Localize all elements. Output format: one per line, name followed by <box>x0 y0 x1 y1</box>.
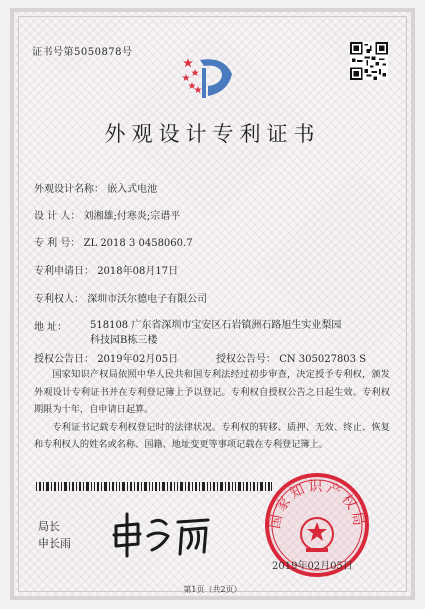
patent-number-value: ZL 2018 3 0458060.7 <box>83 238 193 249</box>
address-label: 地 址： <box>34 322 68 333</box>
grant-date-row <box>34 350 178 365</box>
designer-label: 设 计 人： <box>34 211 81 222</box>
qr-code-icon <box>350 42 388 80</box>
page-number: 第1页（共2页） <box>183 585 242 594</box>
address-line-1: 518108 广东省深圳市宝安区石岩镇洲石路旭生实业梨园 <box>90 320 342 331</box>
grant-date-label: 授权公告日： <box>34 354 94 365</box>
patentee-value: 深圳市沃尔德电子有限公司 <box>87 294 208 305</box>
patent-number-row <box>34 234 193 249</box>
signature-icon <box>108 508 218 562</box>
grant-date-value: 2019年02月05日 <box>97 354 179 365</box>
filing-date-label: 专利申请日： <box>34 266 94 277</box>
address-line-2: 科技园B栋三楼 <box>90 335 158 346</box>
document-title: 外观设计专利证书 <box>104 122 321 146</box>
design-name-row <box>34 180 157 195</box>
designer-value: 刘湘雄;付寒炎;宗谱平 <box>83 211 181 222</box>
barcode-icon <box>36 482 272 491</box>
notice-paragraph-2: 专利证书记载专利权登记时的法律状况。专利权的转移、质押、无效、终止、恢复和专利权人的姓名或名称、国籍、地址变更等事项记载在专利登记簿上。 <box>34 421 390 450</box>
director-title: 局长 <box>38 520 60 533</box>
address-row <box>34 318 374 346</box>
design-name-label: 外观设计名称： <box>34 184 104 195</box>
filing-date-row <box>34 262 178 277</box>
seal-date: 2019年02月05日 <box>272 561 353 572</box>
notice-text <box>34 366 390 454</box>
patentee-row <box>34 290 207 305</box>
svg-text:国家知识产权局: 国家知识产权局 <box>267 479 367 531</box>
director-block <box>38 518 71 552</box>
director-name: 申长雨 <box>38 537 71 550</box>
notice-paragraph-1: 国家知识产权局依照中华人民共和国专利法经过初步审查，决定授予专利权，颁发外观设计专利证书并在专利登记簿上予以登记。专利权自授权公告之日起生效。专利权期限为十年，自申请日起算。 <box>34 369 390 415</box>
announcement-number-row <box>216 350 366 365</box>
announcement-number-label: 授权公告号： <box>216 354 276 365</box>
filing-date-value: 2018年08月17日 <box>97 266 179 277</box>
patentee-label: 专利权人： <box>34 294 84 305</box>
announcement-number-value: CN 305027803 S <box>279 354 367 365</box>
patent-number-label: 专 利 号： <box>34 238 81 249</box>
design-name-value: 嵌入式电池 <box>107 184 158 195</box>
designer-row <box>34 207 180 222</box>
cnipa-logo-icon <box>178 52 242 100</box>
certificate-number: 证书号第5050878号 <box>32 47 133 58</box>
